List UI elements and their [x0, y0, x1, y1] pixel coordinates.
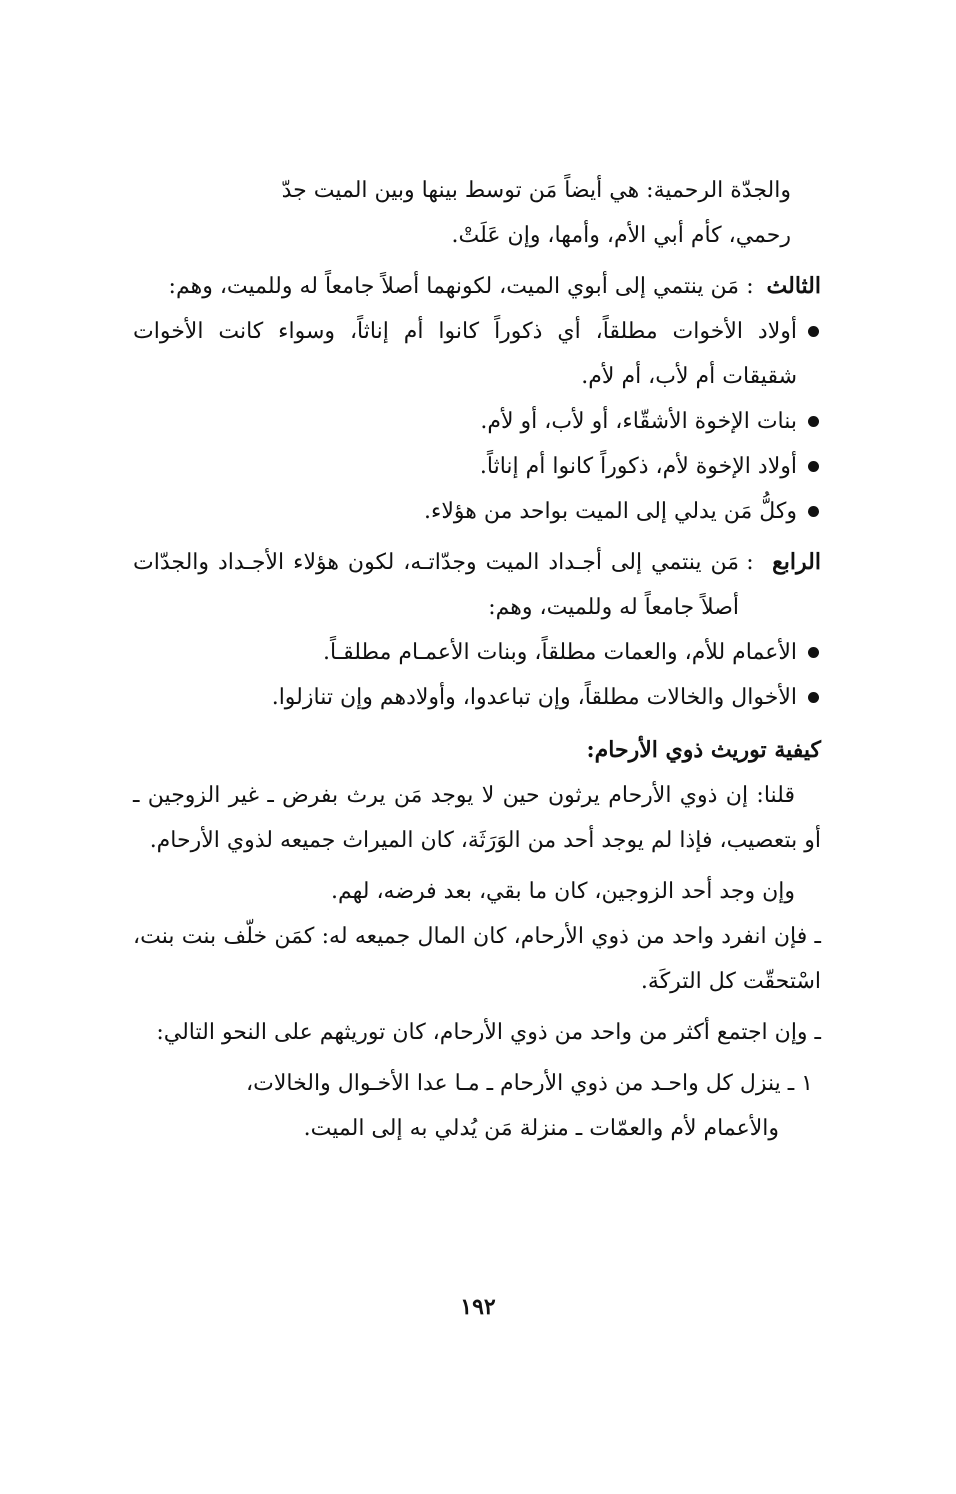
bullet-text: أولاد الإخوة لأم، ذكوراً كانوا أم إناثاً.: [479, 454, 797, 479]
bullet-dot-icon: [808, 461, 819, 472]
list-item: [133, 630, 821, 675]
list-item: [133, 444, 821, 489]
category-fourth-text: مَن ينتمي إلى أجـداد الميت وجدّاتـه، لكون هؤلاء الأجـداد والجدّات أصلاً جامعاً له وللميت، وهم:: [133, 550, 739, 620]
category-fourth-label: الرابع: [772, 549, 821, 575]
bullet-dot-icon: [808, 647, 819, 658]
section-heading: كيفية توريث ذوي الأرحام:: [586, 737, 821, 763]
category-third-text: مَن ينتمي إلى أبوي الميت، لكونهما أصلاً جامعاً له وللميت، وهم:: [168, 274, 739, 299]
dash-item-2: ـ وإن اجتمع أكثر من واحد من ذوي الأرحام، كان توريثهم على النحو التالي:: [156, 1020, 821, 1045]
bullet-text: أولاد الأخوات مطلقاً، أي ذكوراً كانوا أم إناثاً، وسواء كانت الأخوات شقيقات أم لأب، أم لأم.: [133, 319, 797, 389]
bullet-dot-icon: [808, 326, 819, 337]
category-third-label: الثالث: [766, 273, 821, 299]
dash-item-1: ـ فإن انفرد واحد من ذوي الأرحام، كان المال جميعه له: كمَن خلّف بنت بنت، اسْتحقّت كل التركَة.: [133, 924, 821, 994]
page-body: [133, 168, 821, 1151]
category-fourth-colon: :: [746, 550, 754, 575]
numbered-item-1-line-2: والأعمام لأم والعمّات ـ منزلة مَن يُدلي به إلى الميت.: [303, 1116, 779, 1141]
page-number: ١٩٢: [460, 1294, 496, 1320]
list-item: [133, 489, 821, 534]
list-item: [133, 309, 821, 399]
list-item: [133, 399, 821, 444]
intro-line-2: رحمي، كأم أبي الأم، وأمها، وإن عَلَتْ.: [451, 223, 791, 248]
bullet-text: الأخوال والخالات مطلقاً، وإن تباعدوا، وأولادهم وإن تنازلوا.: [271, 685, 797, 710]
numbered-item-1: [133, 1061, 821, 1151]
third-bullet-list: [133, 309, 821, 534]
section-paragraph-1: قلنا: إن ذوي الأرحام يرثون حين لا يوجد مَن يرث بفرض ـ غير الزوجين ـ أو بتعصيب، فإذا لم يوجد أحد من الوَرَثَة، كان الميراث جميعه لذوي الأرحام.: [133, 783, 821, 853]
bullet-dot-icon: [808, 416, 819, 427]
list-item: [133, 675, 821, 720]
section-paragraph-2: وإن وجد أحد الزوجين، كان ما بقي، بعد فرضه، لهم.: [330, 879, 795, 904]
bullet-dot-icon: [808, 506, 819, 517]
category-fourth: [133, 540, 821, 630]
bullet-text: الأعمام للأم، والعمات مطلقاً، وبنات الأعمـام مطلقـاً.: [322, 640, 797, 665]
category-third-colon: :: [746, 274, 754, 299]
fourth-bullet-list: [133, 630, 821, 720]
bullet-dot-icon: [808, 692, 819, 703]
intro-line-1: والجدّة الرحمية: هي أيضاً مَن توسط بينها وبين الميت جدّ: [281, 178, 791, 203]
bullet-text: بنات الإخوة الأشقّاء، أو لأب، أو لأم.: [480, 409, 797, 434]
numbered-item-1-line-1: ١ ـ ينزل كل واحـد من ذوي الأرحام ـ مـا عدا الأخـوال والخالات،: [246, 1071, 813, 1096]
bullet-text: وكلُّ مَن يدلي إلى الميت بواحد من هؤلاء.: [423, 499, 797, 524]
category-third: [133, 264, 821, 309]
